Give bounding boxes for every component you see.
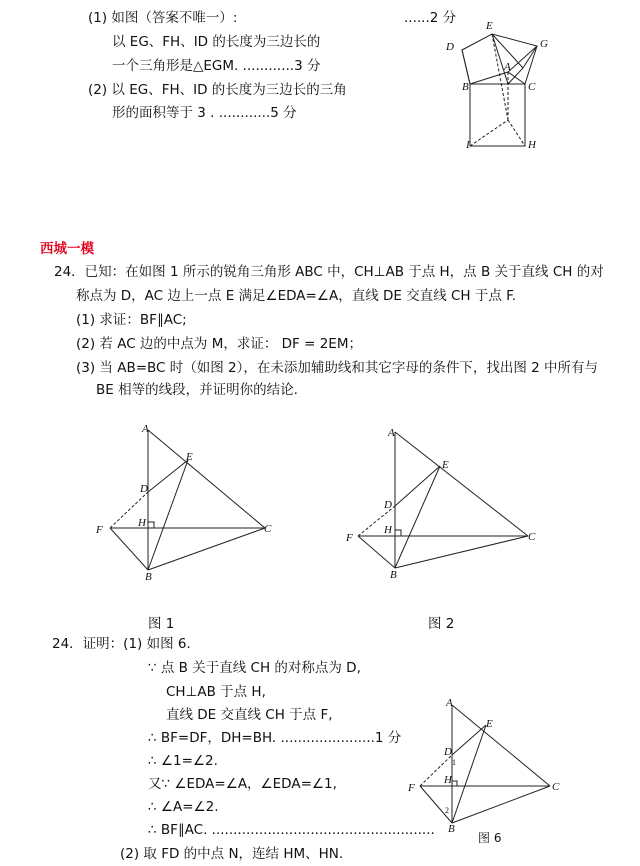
figure-top-prism [440,14,565,154]
f6-label-2: 2 [445,806,449,815]
label-D: D [446,41,454,53]
label-E: E [486,20,493,32]
f2-label-F: F [346,532,353,544]
solution-line-8: ∴ ∠A=∠2. [148,799,219,815]
f6-label-A: A [446,697,453,709]
top-line-4: (2) 以 EG、FH、ID 的长度为三边长的三角 [88,82,347,98]
problem-line-2: 称点为 D，AC 边上一点 E 满足∠EDA=∠A，直线 DE 交直线 CH 于点 F. [76,288,517,304]
label-I: I [466,139,470,151]
top-line-3: 一个三角形是△EGM. ............3 分 [112,58,321,74]
f6-label-B: B [448,823,455,835]
figure-2-caption: 图 2 [428,616,455,632]
f1-label-D: D [140,483,148,495]
top-line-5: 形的面积等于 3 . ............5 分 [112,105,297,121]
f1-label-C: C [264,523,272,535]
problem-line-1: 24．已知：在如图 1 所示的锐角三角形 ABC 中，CH⊥AB 于点 H，点 B 关于直线 CH 的对 [54,264,604,280]
label-G: G [540,38,548,50]
label-C: C [528,81,536,93]
figure-1 [90,420,290,585]
solution-line-10: (2) 取 FD 的中点 N，连结 HM、HN. [120,846,344,862]
f6-label-D: D [444,746,452,758]
figure-1-caption: 图 1 [148,616,175,632]
f1-label-E: E [186,451,193,463]
f2-label-E: E [442,459,449,471]
f6-label-F: F [408,782,415,794]
section-title: 西城一模 [40,241,94,257]
f2-label-A: A [388,427,395,439]
solution-line-7: 又∵ ∠EDA=∠A，∠EDA=∠1, [148,776,337,792]
f1-label-A: A [142,423,149,435]
f6-label-E: E [486,718,493,730]
f2-label-D: D [384,499,392,511]
f2-label-B: B [390,569,397,581]
f2-label-H: H [384,524,392,536]
top-line-2: 以 EG、FH、ID 的长度为三边长的 [112,34,321,50]
figure-2 [340,420,550,585]
figure-6-caption: 图 6 [478,831,502,845]
label-A: A [504,61,511,73]
f1-label-F: F [96,524,103,536]
solution-line-3: CH⊥AB 于点 H, [166,684,266,700]
f1-label-B: B [145,571,152,583]
solution-line-5: ∴ BF=DF，DH=BH. ......................1 分 [148,730,402,746]
top-line-1-score: ......2 分 [404,10,457,26]
problem-line-5: (3) 当 AB=BC 时（如图 2），在未添加辅助线和其它字母的条件下，找出图 2 中所有与 [76,360,599,376]
problem-line-6: BE 相等的线段，并证明你的结论. [96,382,298,398]
solution-line-1: 24．证明：(1) 如图 6． [52,636,200,652]
label-B: B [462,81,469,93]
solution-line-9: ∴ BF∥AC. .................................................... [148,822,435,838]
figure-6 [400,695,575,835]
problem-line-4: (2) 若 AC 边的中点为 M，求证： DF = 2EM； [76,336,362,352]
problem-line-3: (1) 求证：BF∥AC; [76,312,187,328]
label-H: H [528,139,536,151]
solution-line-4: 直线 DE 交直线 CH 于点 F, [166,707,333,723]
f2-label-C: C [528,531,536,543]
f1-label-H: H [138,517,146,529]
solution-line-6: ∴ ∠1=∠2. [148,753,218,769]
f6-label-C: C [552,781,560,793]
f6-label-1: 1 [452,758,456,767]
top-line-1: (1) 如图（答案不唯一）: [88,10,238,26]
solution-line-2: ∵ 点 B 关于直线 CH 的对称点为 D, [148,660,361,676]
f6-label-H: H [444,774,452,786]
